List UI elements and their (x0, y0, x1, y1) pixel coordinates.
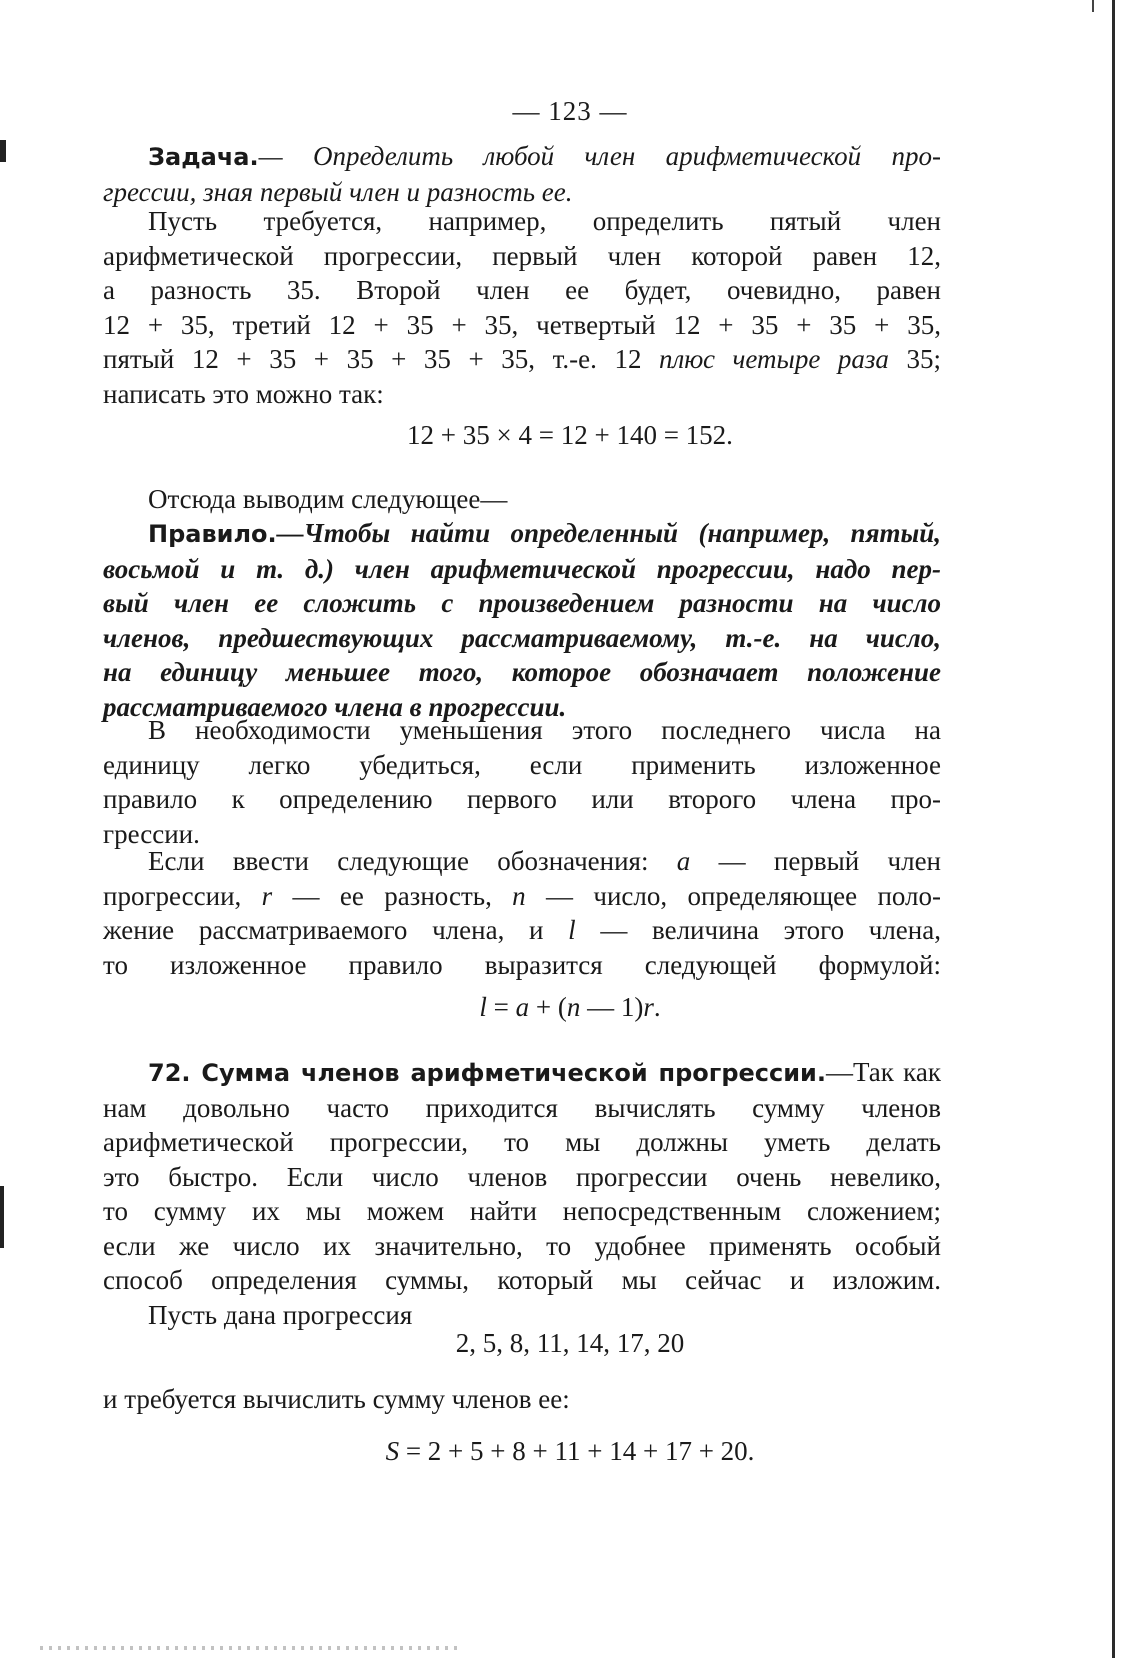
task-label: Задача. (148, 143, 259, 171)
text-line: арифметической прогрессии, то мы должны уметь делать (103, 1127, 941, 1157)
text-line: а разность 35. Второй член ее будет, очевидно, равен (103, 275, 941, 305)
text-line: способ определения суммы, который мы сейчас и изложим. (103, 1265, 941, 1295)
require-line: и требуется вычислить сумму членов ее: (103, 1384, 570, 1414)
text-line: Если ввести следующие обозначения: a — первый член (148, 846, 942, 876)
page-edge-mark (1092, 0, 1094, 12)
scan-noise (40, 1646, 460, 1650)
conclusion-line: Отсюда выводим следующее— (148, 484, 508, 514)
example-paragraph (103, 204, 941, 411)
rule-label: Правило. (148, 520, 277, 548)
text-line: арифметической прогрессии, первый член которой равен 12, (103, 240, 941, 271)
task-paragraph (103, 139, 941, 209)
section-72-paragraph (103, 1055, 941, 1332)
text-line: пятый 12 + 35 + 35 + 35 + 35, т.-е. 12 плюс четыре раза 35; (103, 344, 941, 374)
rule-paragraph (103, 516, 941, 724)
formula-sum: S = 2 + 5 + 8 + 11 + 14 + 17 + 20. (385, 1436, 755, 1466)
text-line: жение рассматриваемого члена, и l — величина этого члена, (103, 915, 941, 945)
formula-general-term: l = a + (n — 1)r. (479, 992, 661, 1022)
notation-paragraph (103, 844, 941, 982)
text-line: правило к определению первого или второго члена про- (103, 784, 941, 814)
text-line: Пусть дана прогрессия (148, 1299, 413, 1330)
rule-line: вый член ее сложить с произведением разности на число (103, 588, 941, 618)
rule-line: Правило.—Чтобы найти определенный (например, пятый, (148, 518, 941, 548)
text-line: то изложенное правило выразится следующей формулой: (103, 949, 941, 980)
text-line: нам довольно часто приходится вычислять сумму членов (103, 1092, 941, 1123)
scan-mark (0, 140, 6, 162)
rule-line: рассматриваемого члена в прогрессии. (103, 691, 567, 722)
text-line: если же число их значительно, то удобнее применять особый (103, 1230, 941, 1261)
rule-line: на единицу меньшее того, которое обозначает положение (103, 657, 941, 687)
page-edge-line (1112, 0, 1115, 1658)
rule-line: восьмой и т. д.) член арифметической прогрессии, надо пер- (103, 553, 941, 584)
text-line: 12 + 35, третий 12 + 35 + 35, четвертый 12 + 35 + 35 + 35, (103, 309, 941, 340)
task-line: грессии, зная первый член и разность ее. (103, 176, 573, 207)
text-line: единицу легко убедиться, если применить изложенное (103, 749, 941, 780)
scan-mark (0, 1186, 4, 1248)
sequence-line: 2, 5, 8, 11, 14, 17, 20 (455, 1328, 685, 1358)
text-line: прогрессии, r — ее разность, n — число, определяющее поло- (103, 880, 941, 911)
page-number: — 123 — (512, 96, 628, 126)
section-72-title: 72. Сумма членов арифметической прогрессии. (148, 1059, 826, 1087)
necessity-paragraph (103, 713, 941, 851)
task-line: Задача.— Определить любой член арифметической про- (148, 141, 941, 171)
text-line: Пусть требуется, например, определить пятый член (148, 206, 941, 236)
text-line: это быстро. Если число членов прогрессии очень невелико, (103, 1161, 941, 1192)
text-line: то сумму их мы можем найти непосредственным сложением; (103, 1196, 941, 1226)
rule-line: членов, предшествующих рассматриваемому, т.-е. на число, (103, 622, 941, 653)
formula-fifth-term: 12 + 35 × 4 = 12 + 140 = 152. (407, 420, 733, 450)
text-line: В необходимости уменьшения этого последнего числа на (148, 715, 941, 745)
text-line: грессии. (103, 818, 200, 849)
section-heading-line: 72. Сумма членов арифметической прогрессии.—Так как (148, 1057, 941, 1087)
text-line: написать это можно так: (103, 378, 384, 409)
